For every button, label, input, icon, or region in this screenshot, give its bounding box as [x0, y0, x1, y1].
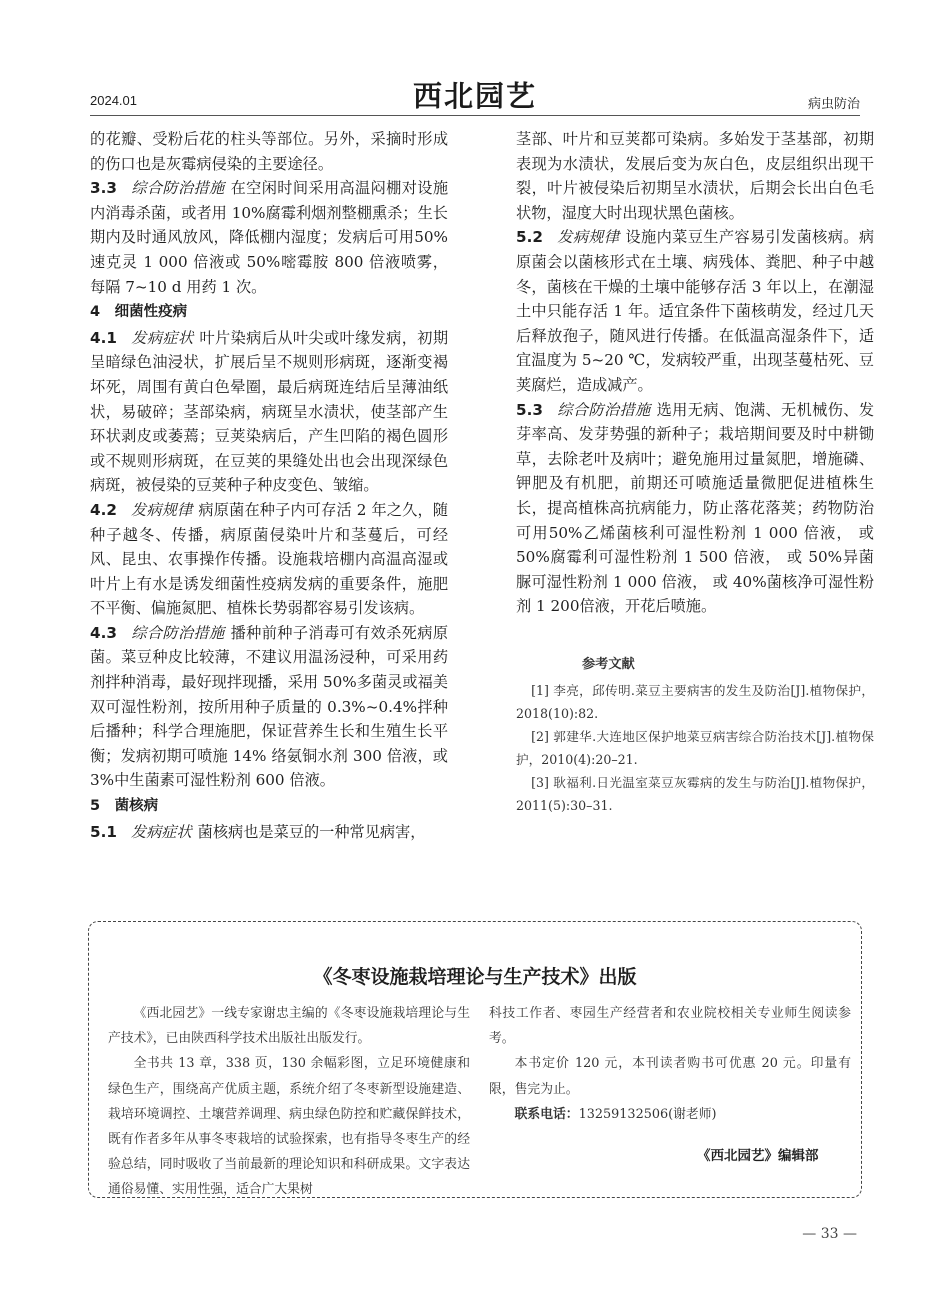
announcement-title: 《冬枣设施栽培理论与生产技术》出版: [313, 966, 637, 988]
subsection-3-3: [90, 176, 448, 299]
announcement-left-column: [108, 1001, 470, 1203]
subsection-title: 综合防治措施: [130, 179, 225, 198]
subsection-4-2: [90, 498, 448, 621]
subsection-number: 3.3: [90, 179, 117, 198]
left-column: [90, 127, 448, 844]
contact-phone: 13259132506(谢老师): [578, 1106, 717, 1122]
section-heading-5: 5 菌核病: [90, 798, 159, 815]
subsection-4-3: [90, 621, 448, 793]
section-label: 病虫防治: [807, 97, 860, 112]
subsection-text: 选用无病、饱满、无机械伤、发芽率高、发芽势强的新种子；栽培期间要及时中耕锄草，去除老叶及病叶；避免施用过量氮肥，增施磷、钾肥及有机肥，前期还可喷施适量微肥促进植株生长，提高植株高抗病能力，防止落花落荚；药物防治可用50%乙烯菌核利可湿性粉剂 1 000 倍液， 或 50%腐霉利可湿性粉剂 1 500 倍液， 或 50%异菌脲可湿性粉剂 1 000 倍液， 或 40%菌核净可湿性粉剂 1 200倍液，开花后喷施。: [516, 400, 875, 616]
subsection-number: 5.2: [516, 228, 543, 247]
reference-item: [3] 耿福利.日光温室菜豆灰霉病的发生与防治[J].植物保护，2011(5):30–31.: [516, 774, 874, 813]
subsection-text: 叶片染病后从叶尖或叶缘发病，初期呈暗绿色油浸状，扩展后呈不规则形病斑，逐渐变褐坏死，周围有黄白色晕圈，最后病斑连结后呈薄油纸状，易破碎；茎部染病，病斑呈水渍状，使茎部产生环状剥皮或萎蔫；豆荚染病后，产生凹陷的褐色圆形或不规则形病斑，在豆荚的果缝处出也会出现深绿色病斑，被侵染的豆荚种子种皮变色、皱缩。: [90, 328, 449, 495]
subsection-5-2: [516, 225, 874, 397]
subsection-number: 4.1: [90, 328, 117, 347]
announcement-paragraph: 科技工作者、枣园生产经营者和农业院校相关专业师生阅读参考。: [489, 1006, 851, 1047]
subsection-4-1: [90, 326, 448, 498]
subsection-title: 综合防治措施: [130, 623, 225, 642]
page-number: — 33 —: [802, 1226, 857, 1242]
subsection-text: 播种前种子消毒可有效杀死病原菌。菜豆种皮比较薄，不建议用温汤浸种，可采用药剂拌种消毒，最好现拌现播，采用 50%多菌灵或福美双可湿性粉剂，按所用种子质量的 0.3%~0.4%拌种后播种；科学合理施肥，保证营养生长和生殖生长平衡；发病初期可喷施 14% 络氨铜水剂 300 倍液，或 3%中生菌素可湿性粉剂 600 倍液。: [90, 623, 449, 790]
subsection-5-3: [516, 398, 874, 619]
editorial-signature: 《西北园艺》编辑部: [697, 1148, 819, 1164]
references-title: 参考文献: [582, 656, 635, 672]
subsection-5-1: [90, 820, 448, 845]
subsection-text: 病原菌在种子内可存活 2 年之久，随种子越冬、传播，病原菌侵染叶片和茎蔓后，可经风、昆虫、农事操作传播。设施栽培棚内高温高湿或叶片上有水是诱发细菌性疫病发病的重要条件，施肥不平衡、偏施氮肥、植株长势弱都容易引发该病。: [90, 500, 448, 618]
subsection-title: 发病规律: [556, 228, 620, 247]
announcement-paragraph: 《西北园艺》一线专家谢忠主编的《冬枣设施栽培理论与生产技术》，已由陕西科学技术出版社出版发行。: [108, 1006, 470, 1047]
reference-item: [2] 郭建华.大连地区保护地菜豆病害综合防治技术[J].植物保护，2010(4):20–21.: [516, 728, 874, 767]
reference-item: [1] 李亮，邱传明.菜豆主要病害的发生及防治[J].植物保护，2018(10):82.: [516, 682, 874, 721]
issue-date: 2024.01: [90, 93, 137, 108]
journal-logo: 西北园艺: [412, 79, 537, 113]
subsection-title: 发病症状: [130, 328, 194, 347]
subsection-title: 综合防治措施: [556, 400, 651, 419]
subsection-text: 菌核病也是菜豆的一种常见病害，: [197, 822, 426, 841]
subsection-title: 发病规律: [130, 500, 193, 519]
section-heading-4: 4 细菌性疫病: [90, 304, 188, 321]
announcement-right-column: [489, 1001, 851, 1127]
right-column: [516, 127, 874, 817]
announcement-paragraph: 全书共 13 章，338 页，130 余幅彩图，立足环境健康和绿色生产，围绕高产优质主题，系统介绍了冬枣新型设施建造、栽培环境调控、土壤营养调理、病虫绿色防控和贮藏保鲜技术，既有作者多年从事冬枣栽培的试验探索，也有指导冬枣生产的经验总结，同时吸收了当前最新的理论知识和科研成果。文字表达通俗易懂、实用性强，适合广大果树: [108, 1056, 470, 1198]
subsection-number: 4.3: [90, 623, 117, 642]
references: [516, 653, 874, 817]
contact-label: 联系电话：: [514, 1106, 579, 1122]
subsection-text: 在空闲时间采用高温闷棚对设施内消毒杀菌，或者用 10%腐霉利烟剂整棚熏杀；生长期内及时通风放风，降低棚内湿度；发病后可用50%速克灵 1 000 倍液或 50%嘧霉胺 800 倍液喷雾，每隔 7~10 d 用药 1 次。: [90, 179, 449, 296]
subsection-number: 5.3: [516, 400, 543, 419]
intro-paragraph: 的花瓣、受粉后花的柱头等部位。另外，采摘时形成的伤口也是灰霉病侵染的主要途径。: [90, 130, 448, 173]
subsection-text: 设施内菜豆生产容易引发菌核病。病原菌会以菌核形式在土壤、病残体、粪肥、种子中越冬，菌核在干燥的土壤中能够存活 3 年以上，在潮湿土中只能存活 1 年。适宜条件下菌核萌发，经过几天后释放孢子，随风进行传播。在低温高湿条件下，适宜温度为 5~20 ℃，发病较严重，出现茎蔓枯死、豆荚腐烂，造成减产。: [516, 228, 875, 394]
subsection-number: 5.1: [90, 822, 117, 841]
announcement-paragraph: 本书定价 120 元，本刊读者购书可优惠 20 元。印量有限，售完为止。: [489, 1056, 851, 1097]
subsection-title: 发病症状: [130, 822, 192, 841]
contact-line: [489, 1102, 851, 1127]
continued-paragraph: 茎部、叶片和豆荚都可染病。多始发于茎基部，初期表现为水渍状，发展后变为灰白色，皮层组织出现干裂，叶片被侵染后初期呈水渍状，后期会长出白色毛状物，湿度大时出现状黑色菌核。: [516, 130, 874, 222]
header-divider: [90, 115, 860, 116]
subsection-number: 4.2: [90, 500, 117, 519]
